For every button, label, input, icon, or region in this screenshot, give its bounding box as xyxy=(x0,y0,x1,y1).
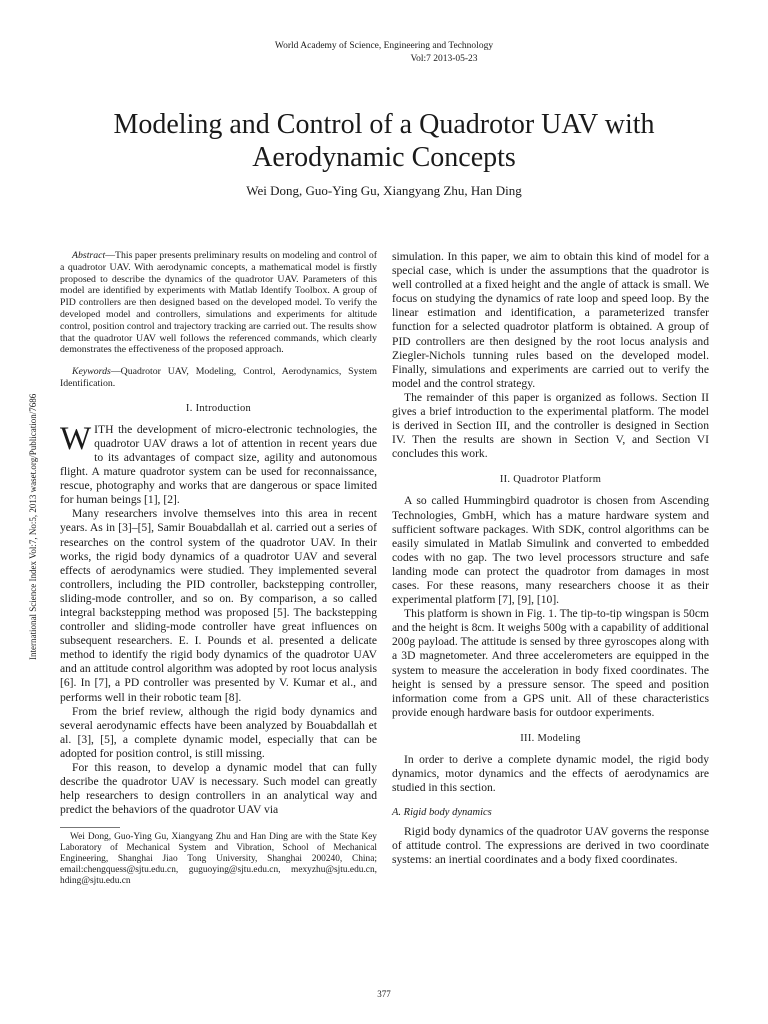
intro-paragraph-1 xyxy=(60,420,377,508)
intro-paragraph-1-text: ITH the development of micro-electronic technologies, the quadrotor UAV draws a lot of attention in recent years due to its advantages of compact size, agility and autonomous flight. A mature quadrotor system can be used for reconnaissance, rescue, photography and works that are dangerous or space limited for human beings [1], [2]. xyxy=(60,422,377,507)
footnote-rule xyxy=(60,827,120,828)
journal-name: World Academy of Science, Engineering and Technology xyxy=(274,41,494,51)
author-list: Wei Dong, Guo-Ying Gu, Xiangyang Zhu, Han Ding xyxy=(246,183,522,198)
intro-paragraph-5: simulation. In this paper, we aim to obtain this kind of model for a special case, which is under the assumptions that the quadrotor is well controlled at a fixed height and the angle of attack is small. We focus on studying the dynamics of rate loop and speed loop. By the linear estimation and identification, a parameterized transfer function for a selected quadrotor platform is obtained. A group of PID controllers are then designed by the root locus analysis and Ziegler-Nichols tunning rules based on the developed model. Finally, simulations and experiments are carried out to verify the model and the control strategy. xyxy=(392,250,709,390)
modeling-paragraph-1: In order to derive a complete dynamic model, the rigid body dynamics, motor dynamics and the effects of aerodynamics are studied in this section. xyxy=(392,752,709,795)
side-index-text: International Science Index Vol:7, No:5, 2013 waset.org/Publication/7686 xyxy=(28,393,38,660)
author-affiliation-footnote: Wei Dong, Guo-Ying Gu, Xiangyang Zhu and Han Ding are with the State Key Laboratory of Mechanical System and Vibration, School of Mechanical Engineering, Shanghai Jiao Tong University, Shanghai 200240, China; email:chengquess@sjtu.edu.cn, guguoying@sjtu.edu.cn, mexyzhu@sjtu.edu.cn, hding@sjtu.edu.cn xyxy=(60,832,377,887)
journal-header xyxy=(0,40,768,66)
section-title-platform: II. Quadrotor Platform xyxy=(499,474,602,486)
title-line-1: Modeling and Control of a Quadrotor UAV with xyxy=(113,109,655,140)
keywords-label: Keywords xyxy=(72,366,111,378)
platform-paragraph-1: A so called Hummingbird quadrotor is chosen from Ascending Technologies, GmbH, which has a mature hardware system and sufficient software packages. With SDK, control algorithms can be easily simulated in Matlab Simulink and converted to embedded codes with no gap. The two level processors structure and safe landing mode can protect the quadrotor from damages in most cases. For these reasons, many researchers choose it as their experimental platform [7], [9], [10]. xyxy=(392,494,709,607)
right-column xyxy=(392,250,709,867)
section-title-modeling: III. Modeling xyxy=(520,732,581,744)
subsection-title-rigid-body: A. Rigid body dynamics xyxy=(392,807,492,819)
intro-paragraph-2: Many researchers involve themselves into this area in recent years. As in [3]–[5], Samir Bouabdallah et al. carried out a series of researches on the control system of the quadrotor UAV. In their works, the rigid body dynamics of a quadrotor UAV and several effects of aerodynamics were studied. They implemented several controllers, including the PID controller, backstepping controller, sliding-mode controller, and so on. By comparison, a so called integral backstepping method was proposed [5]. The backstepping controller and sliding-mode controller have great influences on subsequent researchers. E. I. Pounds et al. presented a delicate method to identify the rigid body dynamics of the quadrotor UAV and an attitude control algorithm was adopted by root locus analysis [6]. In [7], a PD controller was presented by V. Kumar et al., and performs well in their robotic team [8]. xyxy=(60,507,377,704)
journal-volume: Vol:7 2013-05-23 xyxy=(410,54,478,64)
intro-paragraph-4: For this reason, to develop a dynamic model that can fully describe the quadrotor UAV is necessary. Such model can greatly help researchers to design controllers in an analytical way and predict the behaviors of the quadrotor UAV via xyxy=(60,761,377,817)
keywords xyxy=(60,366,377,390)
intro-paragraph-6: The remainder of this paper is organized as follows. Section II gives a brief introduction to the experimental platform. The model is derived in Section III, and the controller is designed in Section IV. Then the results are shown in Section V, and Section VI concludes this work. xyxy=(392,390,709,461)
title-line-2: Aerodynamic Concepts xyxy=(252,142,516,173)
drop-cap: W xyxy=(60,420,92,457)
intro-paragraph-3: From the brief review, although the rigid body dynamics and several aerodynamic effects have been analyzed by Bouabdallah et al. [3], [5], a complete dynamic model, especially that can be adopted for position control, is still missing. xyxy=(60,704,377,760)
rigid-body-paragraph-1: Rigid body dynamics of the quadrotor UAV governs the response of attitude control. The expressions are derived in two coordinate systems: an inertial coordinates and a body fixed coordinates. xyxy=(392,825,709,867)
left-column xyxy=(60,250,377,887)
abstract xyxy=(60,250,377,356)
paper-title xyxy=(60,108,708,174)
abstract-text: —This paper presents preliminary results on modeling and control of a quadrotor UAV. With aerodynamic concepts, a mathematical model is firstly proposed to describe the dynamics of the quadrotor UAV. Parameters of this model are identified by experiments with Matlab Identify Toolbox. A group of PID controllers are then designed based on the developed model. To verify the developed model and controllers, simulations and experiments for altitude control, position control and trajectory tracking are carried out. The results show that the quadrotor UAV well follows the referenced commands, which clearly demonstrates the effectiveness of the proposed approach. xyxy=(60,250,377,356)
abstract-label: Abstract xyxy=(72,250,106,261)
page-number: 377 xyxy=(377,989,391,999)
platform-paragraph-2: This platform is shown in Fig. 1. The tip-to-tip wingspan is 50cm and the height is 8cm. It weighs 500g with a capability of additional 200g payload. The attitude is sensed by three gyroscopes along with a 3D magnetometer. And three accelerometers are equipped in the system to measure the acceleration in body fixed coordinates. The height is sensed by a pressure sensor. The speed and position information come from a GPS unit. All of these characteristics provide enough hardware basis for outdoor experiments. xyxy=(392,607,709,719)
section-title-introduction: I. Introduction xyxy=(185,402,252,414)
keywords-text: —Quadrotor UAV, Modeling, Control, Aerodynamics, System Identification. xyxy=(60,366,377,389)
